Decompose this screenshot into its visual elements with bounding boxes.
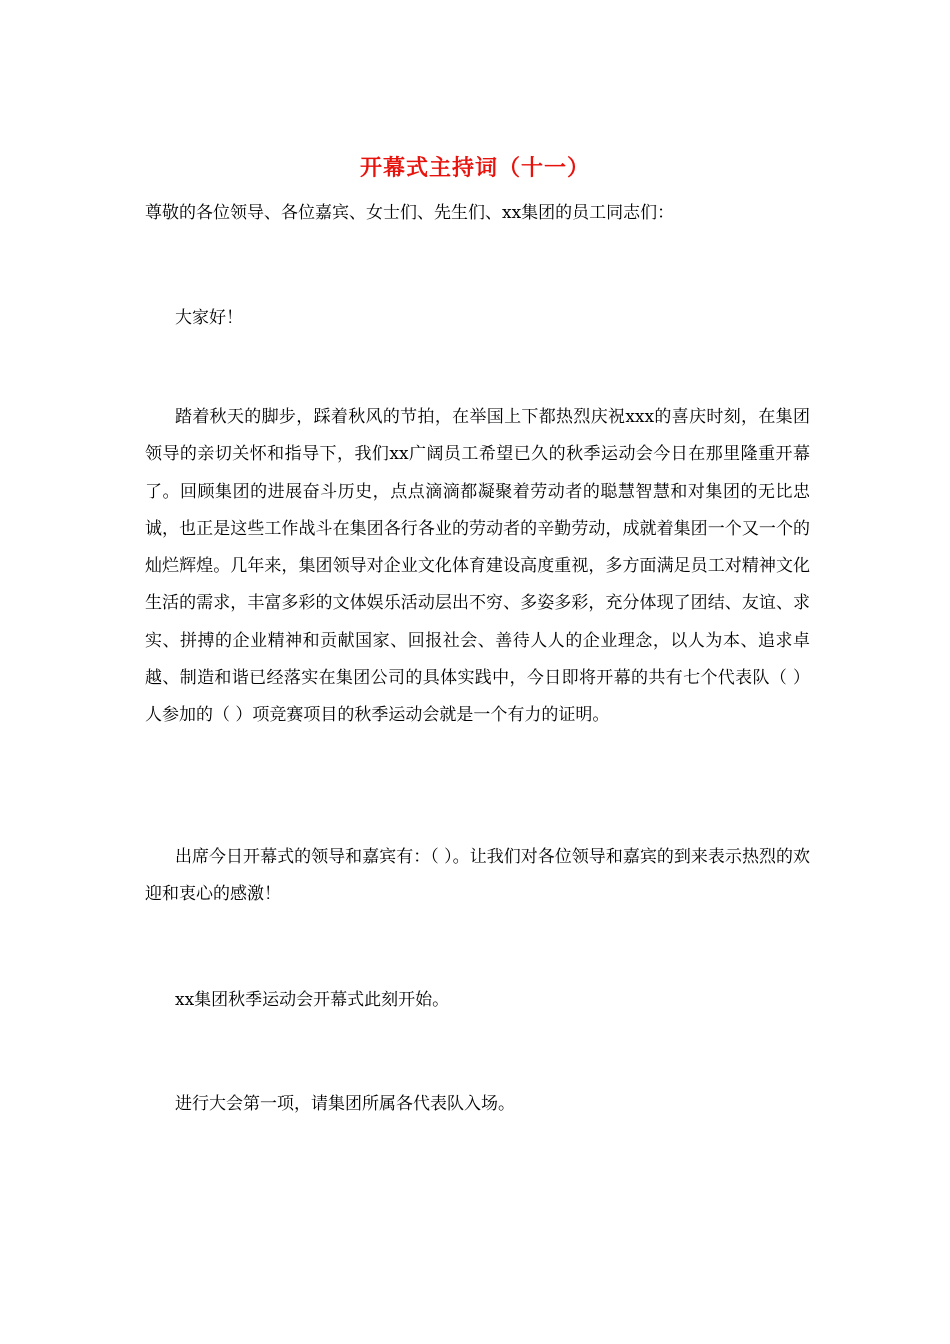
- paragraph-guests: 出席今日开幕式的领导和嘉宾有：（ ）。让我们对各位领导和嘉宾的到来表示热烈的欢迎和衷心的感激！: [145, 847, 810, 905]
- paragraph-start: xx集团秋季运动会开幕式此刻开始。: [175, 990, 450, 1010]
- greeting-line: 尊敬的各位领导、各位嘉宾、女士们、先生们、xx集团的员工同志们：: [145, 203, 675, 223]
- paragraph-first-item: 进行大会第一项，请集团所属各代表队入场。: [175, 1094, 515, 1114]
- paragraph-main: 踏着秋天的脚步，踩着秋风的节拍，在举国上下都热烈庆祝xxx的喜庆时刻，在集团领导的亲切关怀和指导下，我们xx广阔员工希望已久的秋季运动会今日在那里隆重开幕了。回顾集团的进展奋斗历史，点点滴滴都凝聚着劳动者的聪慧智慧和对集团的无比忠诚，也正是这些工作战斗在集团各行各业的劳动者的辛勤劳动，成就着集团一个又一个的灿烂辉煌。几年来，集团领导对企业文化体育建设高度重视，多方面满足员工对精神文化生活的需求，丰富多彩的文体娱乐活动层出不穷、多姿多彩，充分体现了团结、友谊、求实、拼搏的企业精神和贡献国家、回报社会、善待人人的企业理念，以人为本、追求卓越、制造和谐已经落实在集团公司的具体实践中，今日即将开幕的共有七个代表队（ ）人参加的（ ）项竞赛项目的秋季运动会就是一个有力的证明。: [145, 407, 810, 726]
- paragraph-hello: 大家好！: [175, 308, 243, 328]
- document-title: 开幕式主持词（十一）: [359, 155, 590, 181]
